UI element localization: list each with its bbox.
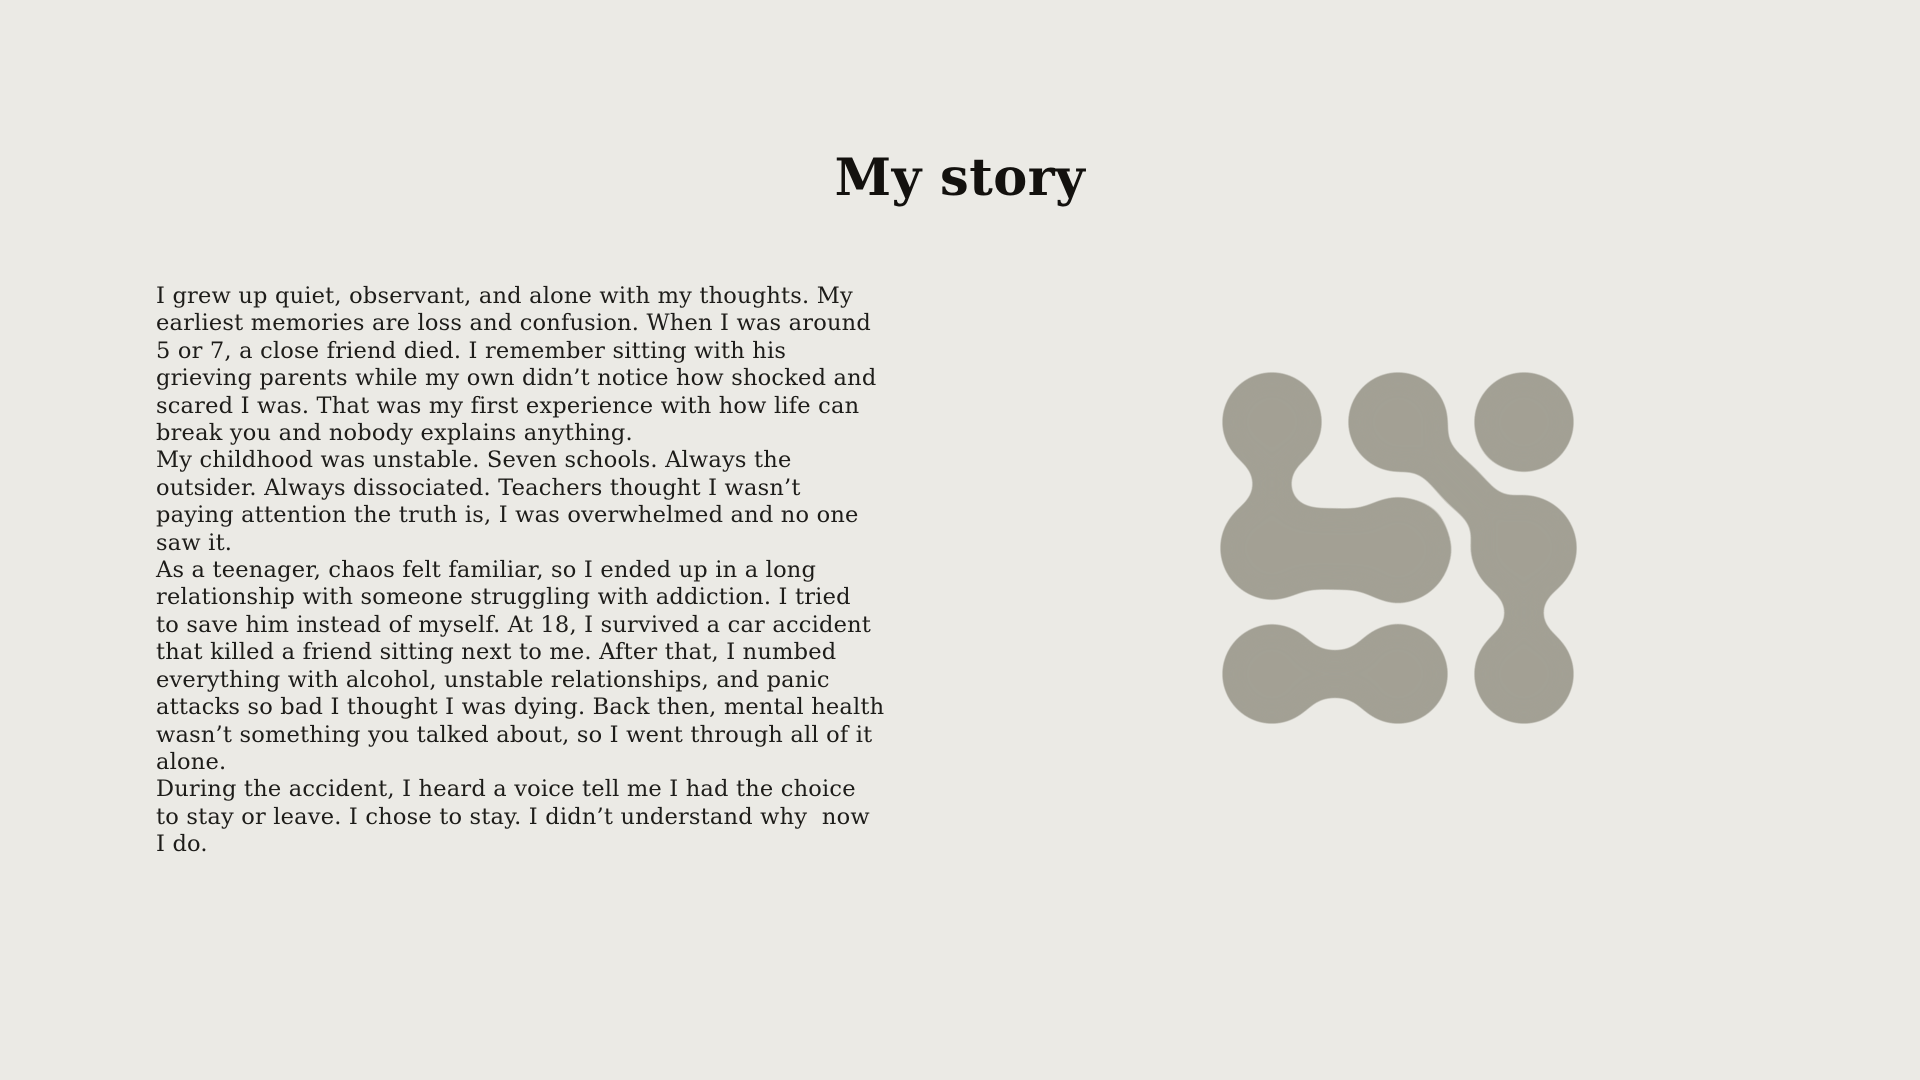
story-line: to stay or leave. I chose to stay. I didn’t understand why now <box>156 803 870 830</box>
story-line: break you and nobody explains anything. <box>156 420 633 447</box>
story-line: During the accident, I heard a voice tell me I had the choice <box>156 776 856 803</box>
story-line: relationship with someone struggling with addiction. I tried <box>156 584 851 611</box>
blob-dot-middle-left <box>1220 496 1324 600</box>
story-line: My childhood was unstable. Seven schools. Always the <box>156 447 792 474</box>
metaball-canvas <box>1220 368 1576 728</box>
story-line: attacks so bad I thought I was dying. Back then, mental health <box>156 694 885 721</box>
story-line: scared I was. That was my first experience with how life can <box>156 392 860 419</box>
blob-dot-middle-center <box>1345 497 1451 603</box>
story-line: I do. <box>156 831 208 858</box>
blob-dot-top-left <box>1222 372 1322 472</box>
metaball-figure <box>1220 368 1576 728</box>
story-text <box>156 283 884 859</box>
story-line: earliest memories are loss and confusion. When I was around <box>156 310 871 337</box>
story-line: saw it. <box>156 529 233 556</box>
page-title: My story <box>834 148 1086 209</box>
story-line: I grew up quiet, observant, and alone with my thoughts. My <box>156 283 853 309</box>
story-paragraph <box>156 447 884 557</box>
story-line: grieving parents while my own didn’t notice how shocked and <box>156 365 877 392</box>
story-line: that killed a friend sitting next to me. After that, I numbed <box>156 639 837 666</box>
blob-dot-middle-right <box>1471 495 1577 601</box>
story-paragraph <box>156 776 884 858</box>
story-line: paying attention the truth is, I was overwhelmed and no one <box>156 502 859 529</box>
story-line: outsider. Always dissociated. Teachers thought I wasn’t <box>156 474 801 501</box>
blob-dot-bottom-middle <box>1348 624 1448 724</box>
story-paragraph <box>156 557 884 776</box>
story-line: wasn’t something you talked about, so I went through all of it <box>156 721 873 748</box>
story-line: to save him instead of myself. At 18, I survived a car accident <box>156 611 872 638</box>
story-line: alone. <box>156 748 227 775</box>
story-line: everything with alcohol, unstable relationships, and panic <box>156 666 830 693</box>
blob-dot-bottom-right <box>1474 624 1574 724</box>
blob-dot-top-middle <box>1348 372 1448 472</box>
blob-dot-top-right <box>1474 372 1574 472</box>
story-paragraph <box>156 283 884 447</box>
story-line: As a teenager, chaos felt familiar, so I ended up in a long <box>156 557 817 584</box>
blob-dot-bottom-left <box>1222 624 1322 724</box>
story-line: 5 or 7, a close friend died. I remember sitting with his <box>156 337 787 364</box>
